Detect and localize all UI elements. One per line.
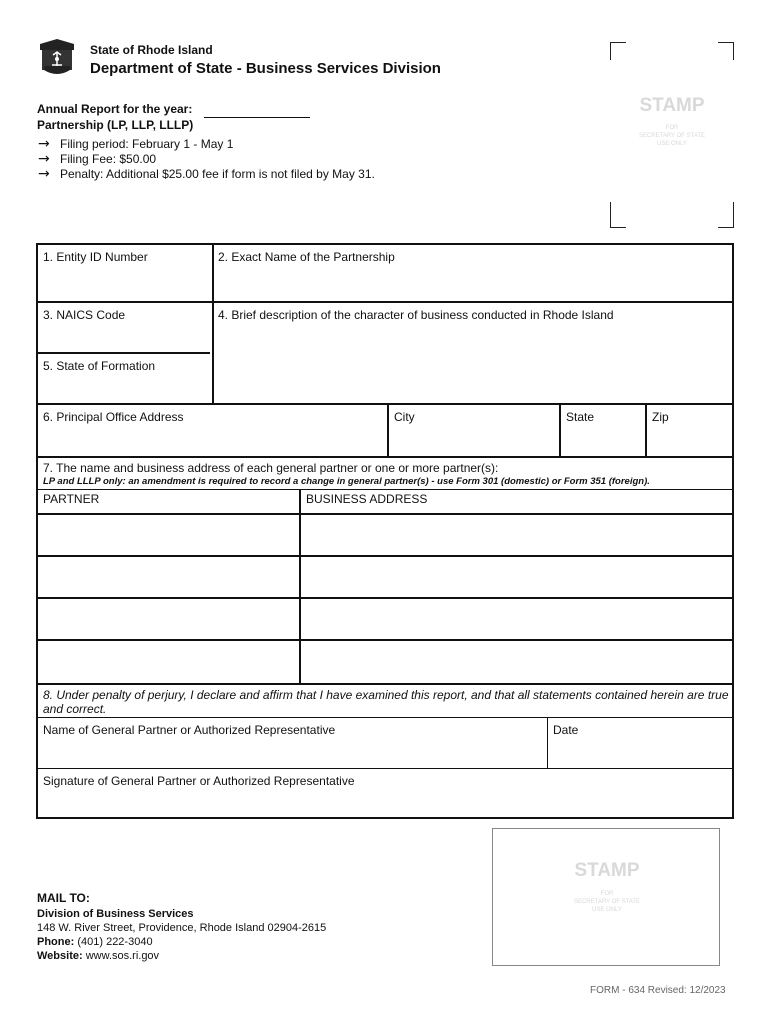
mail-phone-line — [37, 935, 326, 949]
mail-address-block — [37, 907, 326, 963]
filing-period-text: Filing period: February 1 - May 1 — [60, 137, 234, 151]
partners-instruction: 7. The name and business address of each general partner or one or more partner(s): — [43, 461, 499, 475]
city-label: City — [394, 410, 415, 424]
mail-division: Division of Business Services — [37, 908, 194, 920]
stamp-watermark: STAMP — [639, 95, 705, 116]
partnership-type-label: Partnership (LP, LLP, LLLP) — [37, 118, 194, 132]
zip-field[interactable] — [647, 405, 734, 455]
mail-website-line — [37, 949, 326, 963]
stamp-sub-bottom-1: FOR — [600, 891, 614, 897]
partner-column-header — [38, 489, 299, 513]
principal-office-address-field[interactable] — [38, 405, 387, 455]
filing-info-list — [38, 137, 375, 182]
representative-name-label: Name of General Partner or Authorized Representative — [43, 723, 336, 737]
date-label: Date — [553, 723, 579, 737]
filing-fee-text: Filing Fee: $50.00 — [60, 152, 157, 166]
stamp-sub-3: USE ONLY — [657, 141, 687, 147]
naics-code-label: 3. NAICS Code — [43, 308, 126, 322]
city-field[interactable] — [389, 405, 559, 455]
partner-address-row-1[interactable] — [301, 515, 734, 555]
form-revision-footer: FORM - 634 Revised: 12/2023 — [590, 985, 726, 996]
stamp-box-bottom — [492, 828, 722, 966]
business-description-field[interactable] — [213, 303, 734, 403]
entity-id-label: 1. Entity ID Number — [43, 250, 148, 264]
filing-fee-item — [38, 152, 375, 167]
signature-label: Signature of General Partner or Authorized Representative — [43, 774, 355, 788]
phone-number: (401) 222-3040 — [74, 936, 153, 948]
partners-section-header — [38, 459, 734, 489]
partnership-name-field[interactable] — [213, 245, 734, 302]
mail-to-title: MAIL TO: — [37, 891, 90, 905]
annual-report-label: Annual Report for the year: — [37, 102, 193, 116]
partner-address-row-2[interactable] — [301, 557, 734, 597]
business-description-label: 4. Brief description of the character of business conducted in Rhode Island — [218, 308, 614, 322]
business-address-column-header — [301, 489, 734, 513]
representative-name-field[interactable] — [38, 718, 547, 768]
website-link[interactable]: www.sos.ri.gov — [82, 950, 160, 962]
penalty-text: Penalty: Additional $25.00 fee if form is not filed by May 31. — [60, 167, 375, 181]
website-label: Website: — [37, 950, 83, 962]
business-address-header-label: BUSINESS ADDRESS — [306, 492, 428, 506]
partner-name-row-1[interactable] — [38, 515, 299, 555]
state-seal-logo — [36, 36, 78, 78]
mail-street: 148 W. River Street, Providence, Rhode Island 02904-2615 — [37, 922, 327, 934]
filing-period-item — [38, 137, 375, 152]
perjury-declaration: 8. Under penalty of perjury, I declare and affirm that I have examined this report, and that all statements contained herein are true and correct. — [43, 688, 729, 716]
stamp-sub-1: FOR — [665, 125, 679, 131]
date-field[interactable] — [548, 718, 734, 768]
stamp-sub-bottom-3: USE ONLY — [592, 907, 622, 913]
phone-label: Phone: — [37, 936, 75, 948]
zip-label: Zip — [652, 410, 669, 424]
report-year-field[interactable] — [204, 117, 310, 118]
partner-address-row-3[interactable] — [301, 599, 734, 639]
department-title: Department of State - Business Services Division — [90, 60, 441, 77]
partner-header-label: PARTNER — [43, 492, 100, 506]
stamp-box-top — [610, 42, 734, 228]
arrow-right-icon: → — [38, 151, 50, 167]
penalty-item — [38, 167, 375, 182]
entity-id-field[interactable] — [38, 245, 213, 302]
partner-name-row-2[interactable] — [38, 557, 299, 597]
state-label: State — [566, 410, 595, 424]
principal-office-label: 6. Principal Office Address — [43, 410, 184, 424]
stamp-sub-2: SECRETARY OF STATE — [638, 133, 706, 139]
partner-name-row-4[interactable] — [38, 641, 299, 683]
partnership-name-label: 2. Exact Name of the Partnership — [218, 250, 395, 264]
partner-address-row-4[interactable] — [301, 641, 734, 683]
arrow-right-icon: → — [38, 136, 50, 152]
signature-field[interactable] — [38, 769, 734, 817]
arrow-right-icon: → — [38, 166, 50, 182]
annual-report-form — [36, 243, 734, 819]
state-of-formation-label: 5. State of Formation — [43, 359, 156, 373]
partner-name-row-3[interactable] — [38, 599, 299, 639]
stamp-sub-bottom-2: SECRETARY OF STATE — [573, 899, 641, 905]
state-field[interactable] — [561, 405, 645, 455]
state-of-formation-field[interactable] — [38, 354, 213, 404]
naics-code-field[interactable] — [38, 303, 213, 353]
stamp-watermark-bottom: STAMP — [574, 860, 640, 881]
partners-note: LP and LLLP only: an amendment is required to record a change in general partner(s) - use Form 301 (domestic) or Form 351 (foreign). — [43, 476, 650, 487]
state-name: State of Rhode Island — [90, 43, 213, 57]
